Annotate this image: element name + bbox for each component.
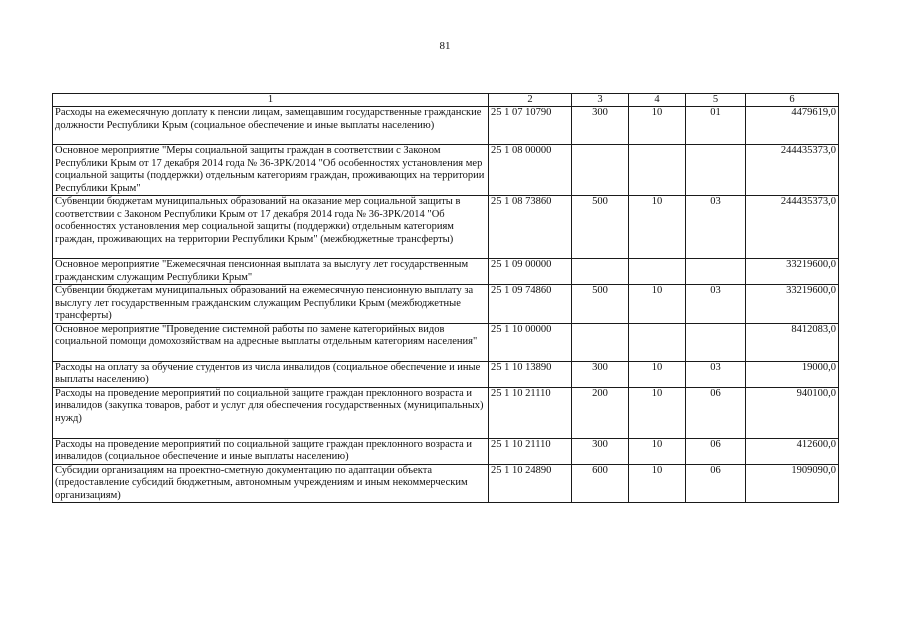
subsection-cell: 03 xyxy=(686,361,746,387)
expense-name-cell: Субсидии организациям на проектно-сметную документацию по адаптации объекта (предоставление субсидий бюджетным, автономным учреждениям и иным некоммерческим организациям) xyxy=(53,464,489,503)
expense-type-cell: 200 xyxy=(572,387,629,438)
amount-cell: 19000,0 xyxy=(746,361,839,387)
expense-name-cell: Расходы на ежемесячную доплату к пенсии лицам, замещавшим государственные гражданские должности Республики Крым (социальное обеспечение и иные выплаты населению) xyxy=(53,107,489,145)
amount-cell: 1909090,0 xyxy=(746,464,839,503)
table-row xyxy=(53,464,839,503)
header-col-6: 6 xyxy=(746,94,839,107)
subsection-cell: 06 xyxy=(686,438,746,464)
target-code-cell: 25 1 10 00000 xyxy=(489,323,572,361)
subsection-cell: 03 xyxy=(686,285,746,324)
table-row xyxy=(53,259,839,285)
target-code-cell: 25 1 10 21110 xyxy=(489,387,572,438)
target-code-cell: 25 1 09 74860 xyxy=(489,285,572,324)
target-code-cell: 25 1 08 73860 xyxy=(489,196,572,259)
section-cell xyxy=(629,259,686,285)
target-code-cell: 25 1 07 10790 xyxy=(489,107,572,145)
subsection-cell xyxy=(686,323,746,361)
expense-type-cell xyxy=(572,259,629,285)
budget-table xyxy=(52,93,839,503)
expense-type-cell: 300 xyxy=(572,438,629,464)
header-col-3: 3 xyxy=(572,94,629,107)
expense-name-cell: Основное мероприятие "Меры социальной защиты граждан в соответствии с Законом Республики Крым от 17 декабря 2014 года № 36-ЗРК/2014 "Об особенностях установления мер социальной защиты (поддержки) отдельным категориям граждан, проживающих на территории Республики Крым" xyxy=(53,145,489,196)
section-cell: 10 xyxy=(629,196,686,259)
amount-cell: 244435373,0 xyxy=(746,196,839,259)
subsection-cell: 06 xyxy=(686,387,746,438)
expense-name-cell: Расходы на проведение мероприятий по социальной защите граждан преклонного возраста и инвалидов (социальное обеспечение и иные выплаты населению) xyxy=(53,438,489,464)
table-row xyxy=(53,387,839,438)
subsection-cell: 01 xyxy=(686,107,746,145)
section-cell: 10 xyxy=(629,464,686,503)
header-row xyxy=(53,94,839,107)
section-cell xyxy=(629,145,686,196)
section-cell: 10 xyxy=(629,387,686,438)
expense-type-cell xyxy=(572,145,629,196)
expense-type-cell: 300 xyxy=(572,107,629,145)
expense-name-cell: Субвенции бюджетам муниципальных образований на ежемесячную пенсионную выплату за выслугу лет государственным гражданским служащим Республики Крым (межбюджетные трансферты) xyxy=(53,285,489,324)
table-row xyxy=(53,438,839,464)
expense-type-cell xyxy=(572,323,629,361)
subsection-cell: 06 xyxy=(686,464,746,503)
table-row xyxy=(53,107,839,145)
section-cell: 10 xyxy=(629,438,686,464)
target-code-cell: 25 1 10 13890 xyxy=(489,361,572,387)
expense-type-cell: 500 xyxy=(572,196,629,259)
section-cell: 10 xyxy=(629,285,686,324)
amount-cell: 8412083,0 xyxy=(746,323,839,361)
amount-cell: 940100,0 xyxy=(746,387,839,438)
expense-name-cell: Субвенции бюджетам муниципальных образований на оказание мер социальной защиты в соответствии с Законом Республики Крым от 17 декабря 2014 года № 36-ЗРК/2014 "Об особенностях установления мер социальной защиты (поддержки) отдельным категориям граждан, проживающих на территории Республики Крым" (межбюджетные трансферты) xyxy=(53,196,489,259)
page-number: 81 xyxy=(439,40,451,52)
table-row xyxy=(53,196,839,259)
expense-name-cell: Расходы на оплату за обучение студентов из числа инвалидов (социальное обеспечение и иные выплаты населению) xyxy=(53,361,489,387)
section-cell: 10 xyxy=(629,107,686,145)
target-code-cell: 25 1 09 00000 xyxy=(489,259,572,285)
header-col-2: 2 xyxy=(489,94,572,107)
expense-name-cell: Основное мероприятие "Проведение системной работы по замене категорийных видов социальной помощи домохозяйствам на адресные выплаты отдельным категориям населения" xyxy=(53,323,489,361)
table-row xyxy=(53,145,839,196)
table-row xyxy=(53,361,839,387)
target-code-cell: 25 1 08 00000 xyxy=(489,145,572,196)
amount-cell: 412600,0 xyxy=(746,438,839,464)
expense-name-cell: Расходы на проведение мероприятий по социальной защите граждан преклонного возраста и инвалидов (закупка товаров, работ и услуг для обеспечения государственных (муниципальных) нужд) xyxy=(53,387,489,438)
subsection-cell xyxy=(686,259,746,285)
amount-cell: 33219600,0 xyxy=(746,259,839,285)
target-code-cell: 25 1 10 21110 xyxy=(489,438,572,464)
table-row xyxy=(53,323,839,361)
amount-cell: 33219600,0 xyxy=(746,285,839,324)
subsection-cell: 03 xyxy=(686,196,746,259)
header-col-5: 5 xyxy=(686,94,746,107)
subsection-cell xyxy=(686,145,746,196)
table-row xyxy=(53,285,839,324)
expense-type-cell: 300 xyxy=(572,361,629,387)
header-col-4: 4 xyxy=(629,94,686,107)
expense-type-cell: 600 xyxy=(572,464,629,503)
header-col-1: 1 xyxy=(53,94,489,107)
target-code-cell: 25 1 10 24890 xyxy=(489,464,572,503)
expense-name-cell: Основное мероприятие "Ежемесячная пенсионная выплата за выслугу лет государственным гражданским служащим Республики Крым" xyxy=(53,259,489,285)
section-cell: 10 xyxy=(629,361,686,387)
expense-type-cell: 500 xyxy=(572,285,629,324)
amount-cell: 4479619,0 xyxy=(746,107,839,145)
amount-cell: 244435373,0 xyxy=(746,145,839,196)
section-cell xyxy=(629,323,686,361)
